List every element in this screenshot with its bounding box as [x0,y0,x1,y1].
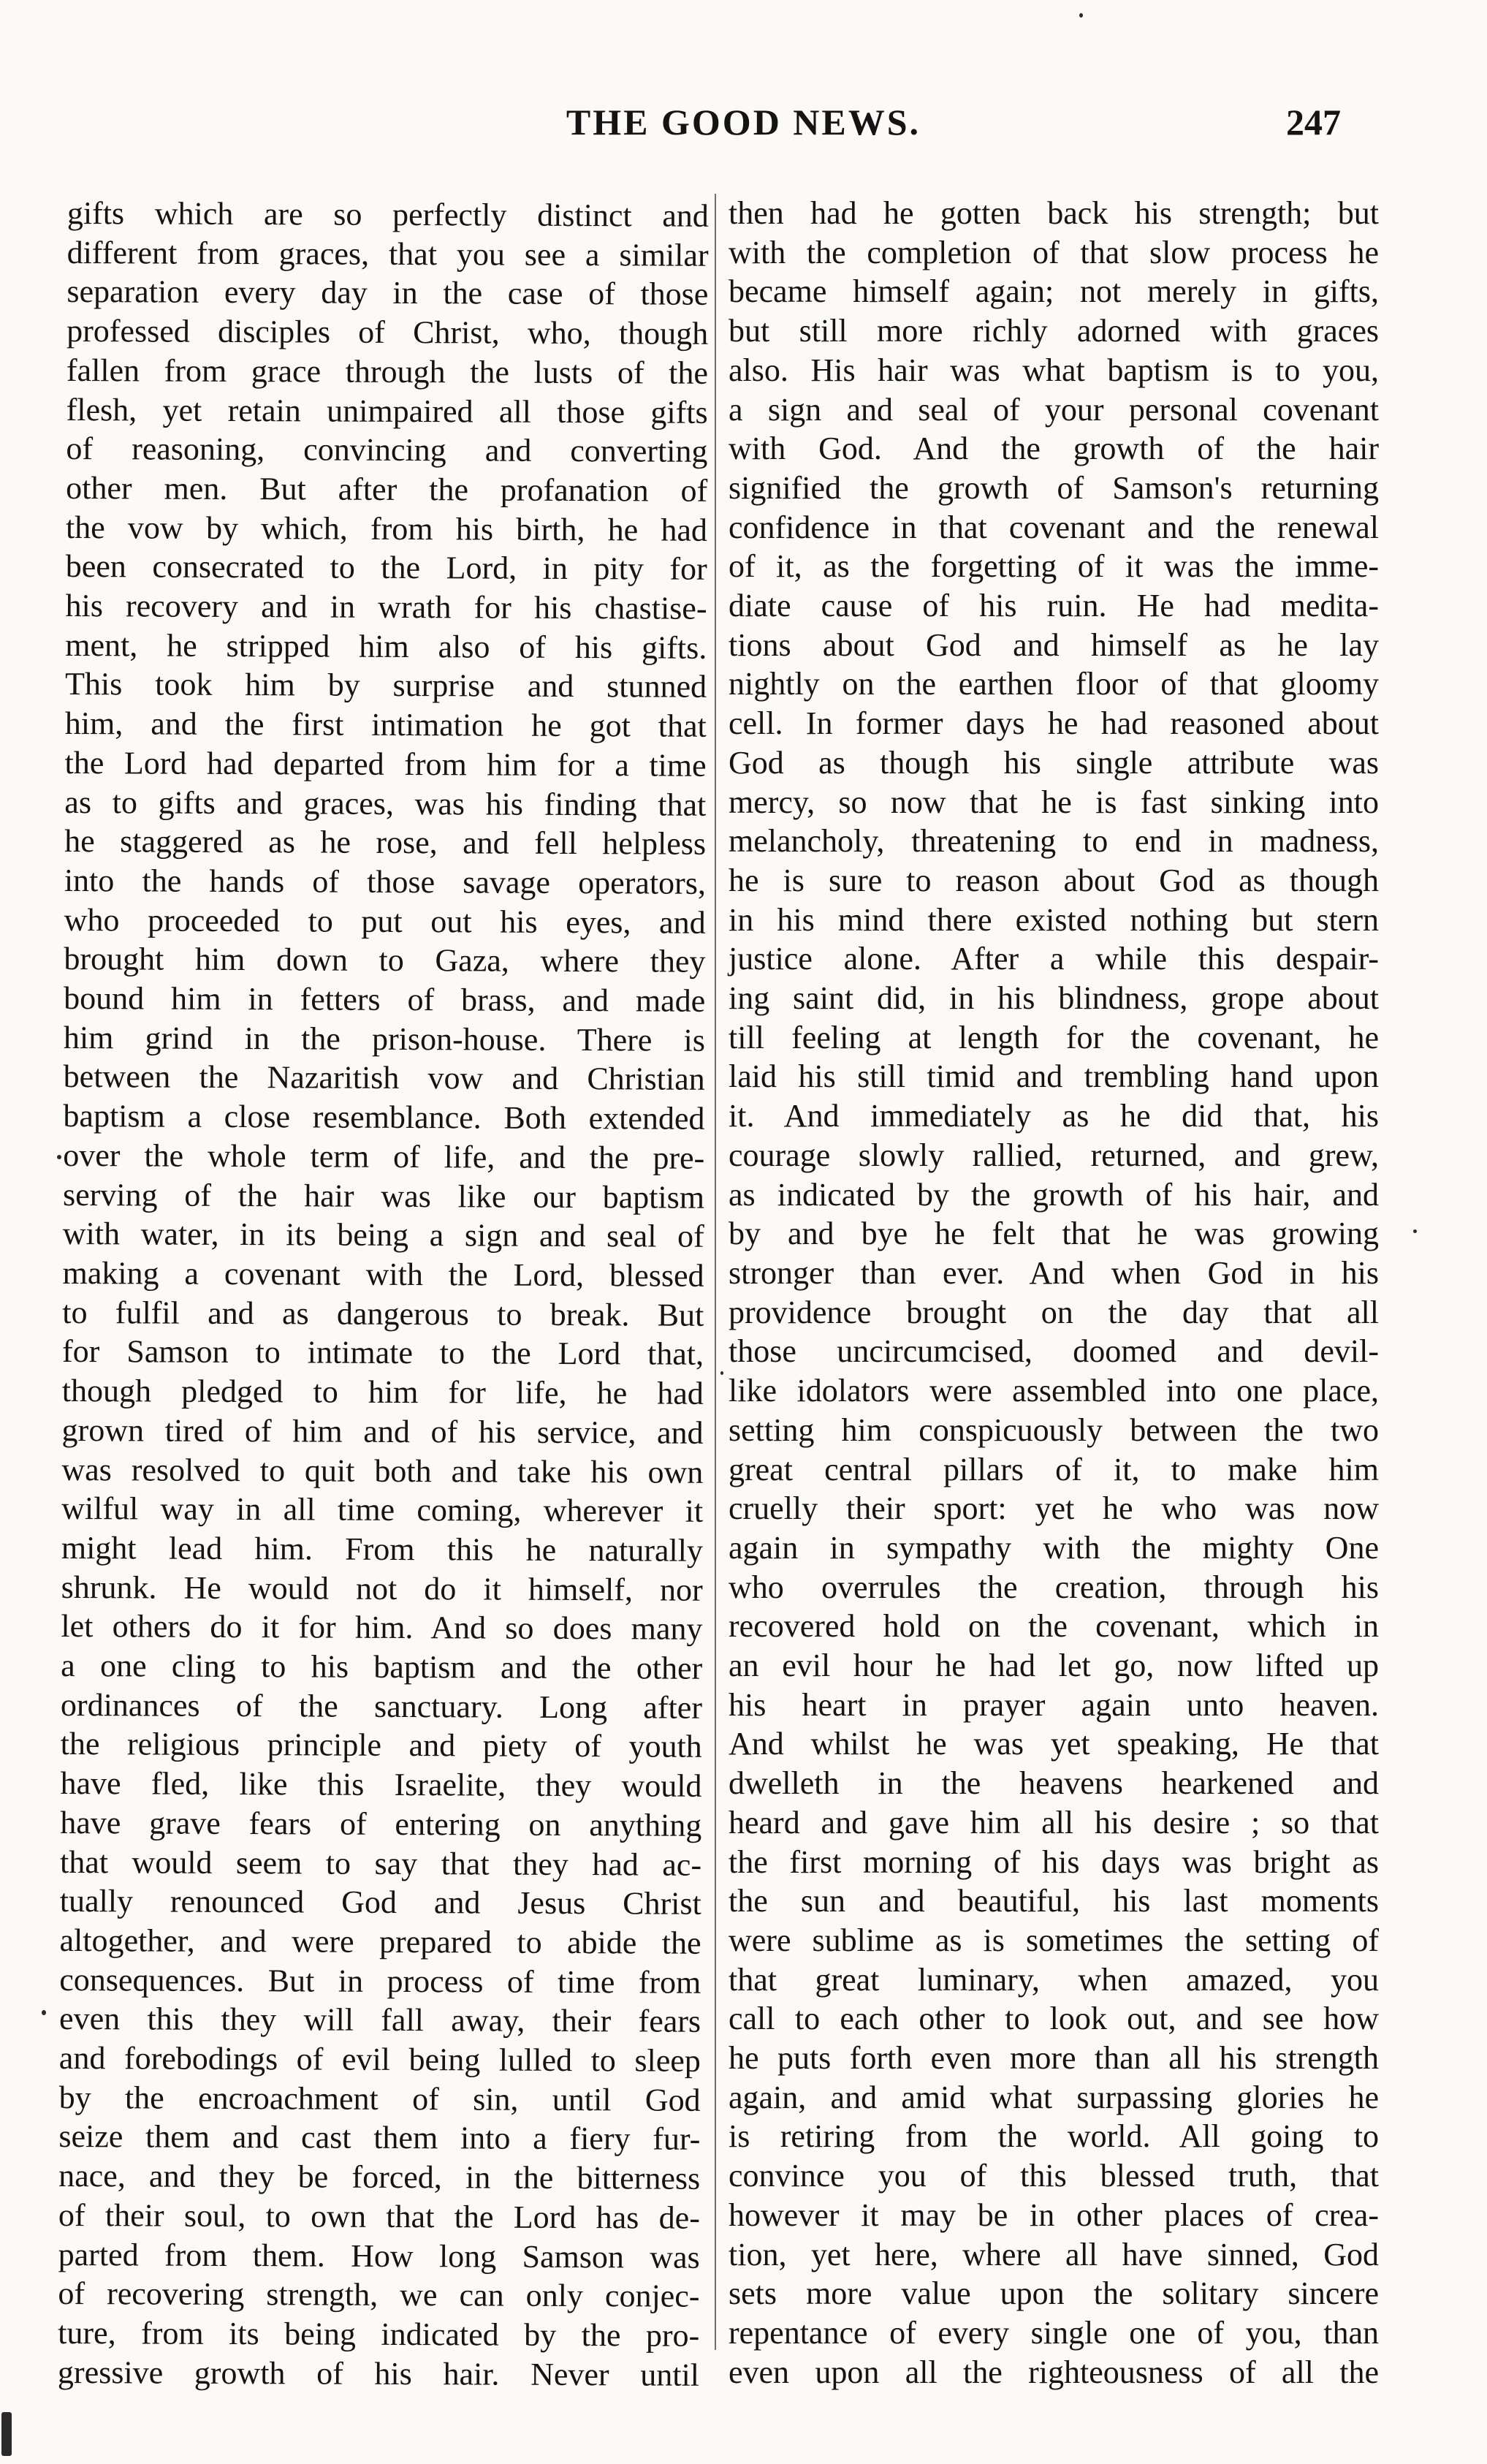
right-column-line: justice alone. After a while this despair- [729,941,1379,977]
left-column-line: baptism a close resemblance. Both extended [63,1098,705,1137]
right-column-line: recovered hold on the covenant, which in [729,1608,1379,1645]
right-column-line: call to each other to look out, and see how [729,2001,1379,2037]
left-column-line: altogether, and were prepared to abide the [59,1922,701,1961]
right-column-line: courage slowly rallied, returned, and grew, [729,1137,1379,1173]
left-column-line: he staggered as he rose, and fell helpless [64,823,707,863]
right-column-line: tion, yet here, where all have sinned, God [729,2236,1379,2272]
left-column-line: the Lord had departed from him for a time [64,744,707,784]
left-column-line: other men. But after the profanation of [66,469,708,509]
left-column-line: wilful way in all time coming, wherever it [61,1490,704,1530]
right-column-line: till feeling at length for the covenant, he [729,1019,1379,1055]
right-column-line: the sun and beautiful, his last moments [729,1883,1379,1919]
right-column-line: tions about God and himself as he lay [729,626,1379,663]
right-column-line: cruelly their sport: yet he who was now [729,1490,1379,1527]
right-column-line: cell. In former days he had reasoned about [729,705,1379,742]
left-column-line: have fled, like this Israelite, they would [60,1765,702,1804]
right-column-line: God as though his single attribute was [729,744,1379,781]
left-column-line: as to gifts and graces, was his finding that [64,784,707,823]
right-column-line: the first morning of his days was bright as [729,1843,1379,1880]
right-column-line: his heart in prayer again unto heaven. [729,1686,1379,1723]
right-column-line: even upon all the righteousness of all the [729,2354,1379,2390]
right-column-line: as indicated by the growth of his hair, and [729,1176,1379,1213]
right-column-line: convince you of this blessed truth, that [729,2158,1379,2194]
left-column-line: between the Nazaritish vow and Christian [63,1058,705,1098]
right-column-line: heard and gave him all his desire ; so that [729,1804,1379,1841]
right-column-line: is retiring from the world. All going to [729,2118,1379,2155]
left-column-line: ture, from its being indicated by the pro- [58,2314,700,2354]
left-column-line: consequences. But in process of time from [59,1961,701,2001]
right-column-line: in his mind there existed nothing but stern [729,901,1379,938]
right-column-line: it. And immediately as he did that, his [729,1098,1379,1134]
left-column-line: his recovery and in wrath for his chastise- [65,588,707,626]
right-column-line: were sublime as is sometimes the setting of [729,1922,1379,1958]
left-column-line: fallen from grace through the lusts of the [66,352,709,391]
running-title: THE GOOD NEWS. [566,102,921,143]
left-column-line: have grave fears of entering on anything [60,1804,702,1843]
left-column-line: was resolved to quit both and take his own [61,1451,704,1490]
left-column-line: might lead him. From this he naturally [61,1529,704,1569]
left-column-line: professed disciples of Christ, who, though [66,313,709,352]
right-column-line: an evil hour he had let go, now lifted up [729,1648,1379,1684]
print-speck [1,2412,12,2456]
right-column-line: laid his still timid and trembling hand upon [729,1058,1379,1095]
print-speck [1413,1229,1417,1233]
print-speck [1079,13,1083,18]
right-column-line: mercy, so now that he is fast sinking into [729,784,1379,820]
right-column [729,194,1379,2392]
left-column-line: with water, in its being a sign and seal of [62,1216,704,1255]
left-column-line: shrunk. He would not do it himself, nor [61,1569,703,1608]
left-column-line: gressive growth of his hair. Never until [57,2354,700,2393]
left-column-line: a one cling to his baptism and the other [61,1647,703,1686]
right-column-line: diate cause of his ruin. He had medita- [729,588,1379,624]
right-column-line: of it, as the forgetting of it was the imme- [729,548,1379,585]
page-number: 247 [1286,102,1341,143]
right-column-line: dwelleth in the heavens hearkened and [729,1765,1379,1802]
right-column-line: a sign and seal of your personal covenant [729,391,1379,428]
right-column-line: then had he gotten back his strength; but [729,195,1379,231]
right-column-line: but still more richly adorned with graces [729,313,1379,349]
right-column-line: And whilst he was yet speaking, He that [729,1726,1379,1762]
right-column-line: who overrules the creation, through his [729,1569,1379,1605]
right-column-line: providence brought on the day that all [729,1294,1379,1330]
print-speck [57,1155,61,1159]
left-column-line: to fulfil and as dangerous to break. But [62,1294,704,1333]
column-divider [715,194,716,2350]
left-column-line: seize them and cast them into a fiery fur- [58,2118,701,2158]
left-column-line: making a covenant with the Lord, blessed [62,1254,704,1294]
right-column-line: great central pillars of it, to make him [729,1451,1379,1487]
left-column-line: who proceeded to put out his eyes, and [64,901,706,941]
left-column-line: flesh, yet retain unimpaired all those gifts [66,391,708,431]
left-column-line: the religious principle and piety of youth [60,1726,702,1765]
left-column-line: grown tired of him and of his service, and [61,1411,704,1451]
left-column-line: and forebodings of evil being lulled to sleep [58,2040,701,2079]
left-column-line: by the encroachment of sin, until God [58,2079,701,2118]
left-column-line: of recovering strength, we can only conjec- [58,2275,700,2315]
print-speck [42,2010,46,2015]
left-column-line: brought him down to Gaza, where they [64,941,706,980]
left-column-line: gifts which are so perfectly distinct and [66,194,709,234]
left-column-line: let others do it for him. And so does many [61,1608,703,1648]
print-speck [720,1371,723,1375]
left-column-line: over the whole term of life, and the pre- [63,1137,705,1176]
left-column-line: for Samson to intimate to the Lord that, [61,1333,704,1373]
right-column-line: by and bye he felt that he was growing [729,1216,1379,1252]
right-column-line: nightly on the earthen floor of that gloomy [729,666,1379,702]
right-column-line: confidence in that covenant and the renewal [729,509,1379,545]
left-column-line: the vow by which, from his birth, he had [65,509,708,548]
right-column-line: with the completion of that slow process he [729,234,1379,270]
left-column-line: into the hands of those savage operators, [64,862,706,901]
left-column-line: him, and the first intimation he got that [64,705,707,744]
left-column-line: parted from them. How long Samson was [58,2236,700,2275]
right-column-line: with God. And the growth of the hair [729,431,1379,467]
left-column-line: of their soul, to own that the Lord has de- [58,2196,701,2236]
left-column-line: bound him in fetters of brass, and made [64,980,706,1019]
left-column-line: that would seem to say that they had ac- [59,1843,702,1883]
right-column-line: again in sympathy with the mighty One [729,1529,1379,1566]
right-column-line: he is sure to reason about God as though [729,862,1379,898]
left-column-line: ordinances of the sanctuary. Long after [60,1686,703,1726]
left-column-line: ment, he stripped him also of his gifts. [65,626,707,666]
right-column-line: repentance of every single one of you, than [729,2314,1379,2351]
left-column-line: though pledged to him for life, he had [61,1373,704,1411]
left-column-line: This took him by surprise and stunned [64,666,707,705]
right-column-line: became himself again; not merely in gifts, [729,273,1379,310]
right-column-line: sets more value upon the solitary sincere [729,2275,1379,2312]
right-column-line: signified the growth of Samson's returning [729,469,1379,506]
right-column-line: like idolators were assembled into one place, [729,1373,1379,1409]
right-column-line: stronger than ever. And when God in his [729,1254,1379,1291]
right-column-line: that great luminary, when amazed, you [729,1961,1379,1998]
left-column-line: serving of the hair was like our baptism [62,1176,705,1216]
right-column-line: however it may be in other places of crea- [729,2196,1379,2233]
right-column-line: setting him conspicuously between the two [729,1411,1379,1448]
right-column-line: he puts forth even more than all his strength [729,2040,1379,2077]
left-column-line: tually renounced God and Jesus Christ [59,1883,701,1922]
right-column-line: again, and amid what surpassing glories he [729,2079,1379,2115]
left-column-line: even this they will fall away, their fears [58,2001,701,2040]
running-head [44,101,1443,159]
right-column-line: ing saint did, in his blindness, grope about [729,980,1379,1017]
left-column [58,194,709,2395]
right-column-line: melancholy, threatening to end in madness, [729,823,1379,860]
left-column-line: him grind in the prison-house. There is [63,1019,706,1058]
left-column-line: of reasoning, convincing and converting [66,431,708,470]
left-column-line: been consecrated to the Lord, in pity for [65,548,707,588]
left-column-line: different from graces, that you see a similar [66,234,709,273]
right-column-line: those uncircumcised, doomed and devil- [729,1333,1379,1370]
right-column-line: also. His hair was what baptism is to you, [729,352,1379,388]
left-column-line: separation every day in the case of those [66,273,709,313]
left-column-line: nace, and they be forced, in the bitterness [58,2158,701,2196]
